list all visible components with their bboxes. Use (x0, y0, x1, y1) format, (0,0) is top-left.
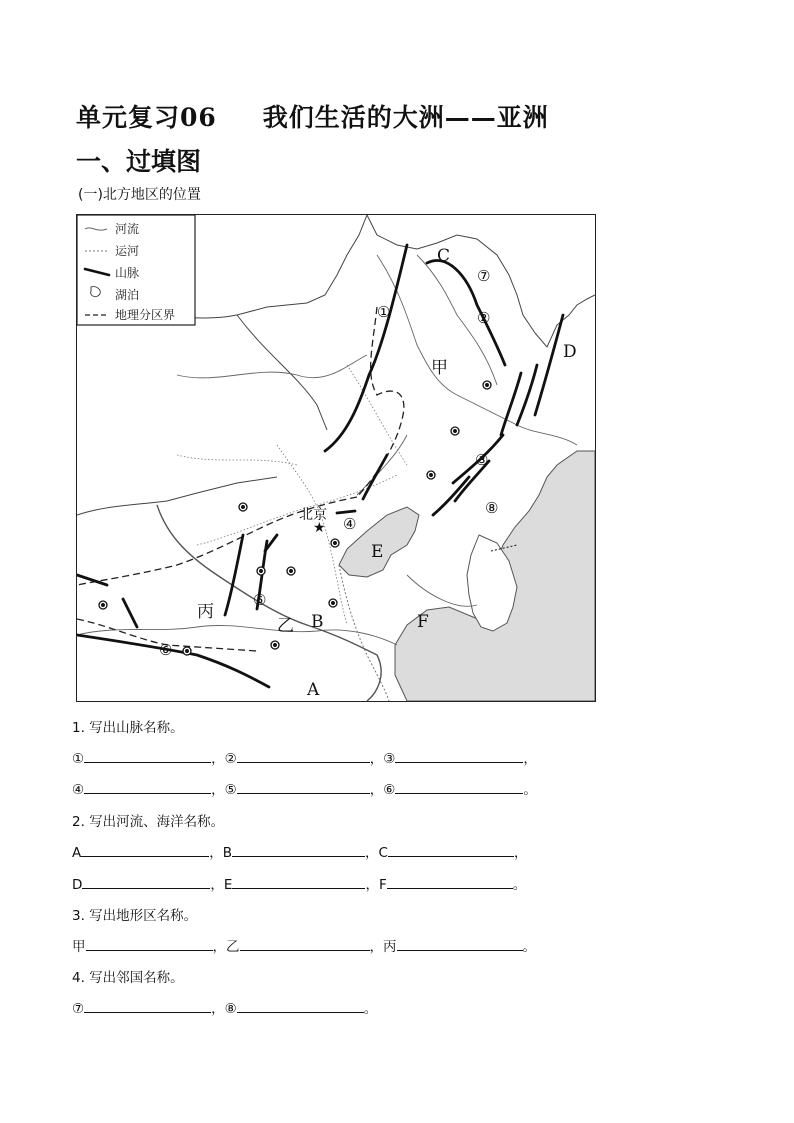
yellow-river (157, 505, 384, 701)
answer-blank[interactable] (232, 842, 365, 857)
beijing-star-icon: ★ (313, 520, 326, 536)
mountain-range (77, 635, 269, 687)
answer-blank[interactable] (84, 779, 211, 794)
label-yi: 乙 (277, 616, 294, 636)
answer-blank[interactable] (237, 748, 370, 763)
mountain-range (337, 511, 355, 513)
border-line (535, 295, 595, 347)
mountain-range (433, 477, 469, 515)
label-D: D (563, 342, 577, 362)
question-3-row-1: 甲 ，乙 ，丙 。 (72, 935, 536, 955)
answer-blank[interactable] (395, 779, 523, 794)
answer-blank[interactable] (84, 998, 211, 1013)
question-4-text: 4. 写出邻国名称。 (72, 970, 184, 986)
question-2-text: 2. 写出河流、海洋名称。 (72, 814, 225, 830)
question-3-text: 3. 写出地形区名称。 (72, 908, 198, 924)
river-line (457, 395, 577, 445)
answer-blank[interactable] (237, 779, 370, 794)
mountain-range (535, 315, 563, 415)
answer-blank[interactable] (387, 874, 513, 889)
label-n5: ⑤ (253, 591, 267, 609)
answer-blank[interactable] (237, 998, 364, 1013)
mountain-range (123, 599, 137, 627)
question-1-row-1: ① ，② ，③ ， (72, 747, 537, 767)
question-1-row-2: ④ ，⑤ ，⑥ 。 (72, 778, 537, 798)
mountain-range (427, 261, 505, 365)
label-n6: ⑥ (159, 641, 173, 659)
question-2-row-2: D ，E ，F 。 (72, 873, 526, 893)
label-n1: ① (377, 303, 391, 321)
label-bing: 丙 (197, 602, 214, 622)
question-4-row-1: ⑦ ，⑧ 。 (72, 997, 377, 1017)
answer-blank[interactable] (86, 936, 213, 951)
answer-blank[interactable] (397, 936, 523, 951)
label-A: A (307, 680, 320, 700)
label-n4: ④ (343, 515, 357, 533)
answer-blank[interactable] (240, 936, 370, 951)
label-C: C (437, 246, 451, 266)
legend-label-mountain: 山脉 (115, 266, 140, 280)
label-jia: 甲 (431, 358, 448, 378)
answer-blank[interactable] (232, 874, 365, 889)
river-line (407, 575, 477, 606)
river-line (177, 355, 367, 378)
question-1-text: 1. 写出山脉名称。 (72, 720, 184, 736)
question-2-row-1: A ，B ，C ， (72, 841, 527, 861)
mountain-range (363, 455, 387, 499)
label-n7: ⑦ (477, 267, 491, 285)
beijing-label: 北京 (299, 507, 327, 523)
page-title: 单元复习06 我们生活的大洲——亚洲 (76, 103, 549, 132)
mountain-range (225, 535, 243, 615)
legend-label-boundary: 地理分区界 (115, 308, 176, 322)
label-n8: ⑧ (485, 499, 499, 517)
label-n2: ② (477, 309, 491, 327)
label-F: F (417, 612, 429, 632)
label-B: B (311, 612, 324, 632)
border-line (367, 215, 535, 333)
section-title: 一、过填图 (76, 147, 202, 176)
answer-blank[interactable] (82, 874, 210, 889)
answer-blank[interactable] (84, 748, 211, 763)
legend-label-river: 河流 (115, 222, 140, 236)
legend-label-lake: 湖泊 (115, 288, 140, 302)
answer-blank[interactable] (395, 748, 523, 763)
subsection-title: (一)北方地区的位置 (78, 187, 201, 203)
mountain-range (325, 245, 407, 451)
answer-blank[interactable] (81, 842, 209, 857)
answer-blank[interactable] (388, 842, 514, 857)
label-E: E (371, 542, 384, 562)
legend-label-canal: 运河 (115, 244, 140, 258)
label-n3: ③ (475, 451, 489, 469)
north-china-map (76, 214, 596, 702)
